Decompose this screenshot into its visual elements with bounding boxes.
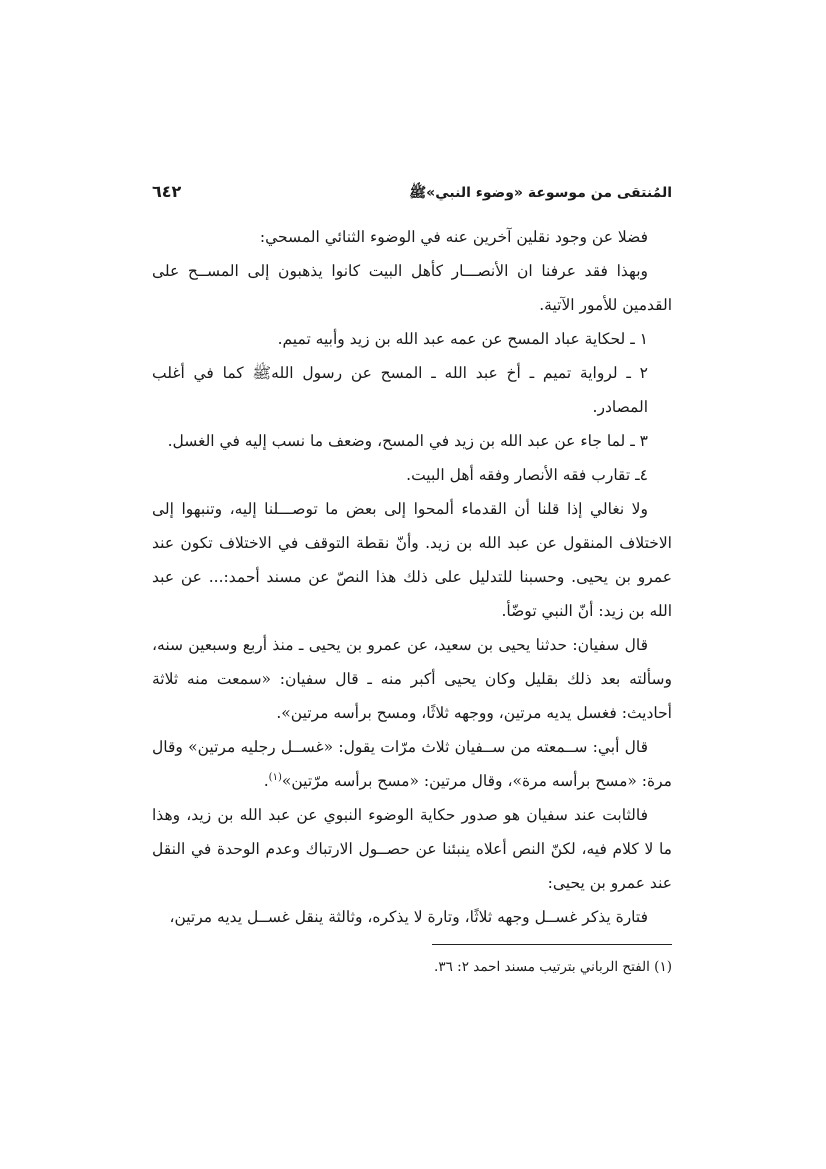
- paragraph: ولا نغالي إذا قلنا أن القدماء ألمحوا إلى بعض ما توصـــلنا إليه، وتنبهوا إلى الاختلاف المنقول عن عبد الله بن زيد. وأنّ نقطة التوقف في الاختلاف تكون عند عمرو بن يحيى. وحسبنا للتدليل على ذلك هذا النصّ عن مسند أحمد:... عن عبد الله بن زيد: أنّ النبي توضّأ.: [152, 500, 672, 620]
- paragraph: فضلا عن وجود نقلين آخرين عنه في الوضوء الثنائي المسحي:: [259, 228, 648, 246]
- footnote-reference[interactable]: (١): [268, 771, 282, 783]
- paragraph-text: قال أبي: ســمعته من ســفيان ثلاث مرّات يقول: «غســل رجليه مرتين» وقال مرة: «مسح برأسه مرة»، وقال مرتين: «مسح برأسه مرّتين»: [152, 738, 672, 790]
- main-text: [152, 220, 672, 934]
- list-item: ٣ ـ لما جاء عن عبد الله بن زيد في المسح، وضعف ما نسب إليه في الغسل.: [167, 432, 648, 450]
- footnote-divider: [432, 944, 672, 945]
- period: .: [263, 772, 269, 790]
- list-item: ١ ـ لحكاية عباد المسح عن عمه عبد الله بن زيد وأبيه تميم.: [277, 330, 648, 348]
- page-number: ٦٤٢: [152, 182, 182, 201]
- paragraph-with-footnote: [152, 730, 672, 798]
- paragraph: وبهذا فقد عرفنا ان الأنصـــار كأهل البيت كانوا يذهبون إلى المســح على القدمين للأمور الآتية.: [152, 262, 672, 314]
- running-title: المُنتقى من موسوعة «وضوء النبي»ﷺ: [409, 185, 672, 201]
- page-header: [152, 180, 672, 210]
- paragraph: قال سفيان: حدثنا يحيى بن سعيد، عن عمرو بن يحيى ـ منذ أربع وسبعين سنه، وسألته بعد ذلك بقليل وكان يحيى أكبر منه ـ قال سفيان: «سمعت منه ثلاثة أحاديث: فغسل يديه مرتين، ووجهه ثلاثًا، ومسح برأسه مرتين».: [152, 636, 672, 722]
- list-item: ٤ـ تقارب فقه الأنصار وفقه أهل البيت.: [406, 466, 648, 484]
- footnote: (١) الفتح الرباني بترتيب مسند احمد ٢: ٣٦.: [434, 959, 672, 975]
- list-item: ٢ ـ لرواية تميم ـ أخ عبد الله ـ المسح عن رسول اللهﷺ كما في أغلب المصادر.: [152, 364, 648, 416]
- paragraph: فتارة يذكر غســل وجهه ثلاثًا، وتارة لا يذكره، وثالثة ينقل غســل يديه مرتين،: [169, 908, 648, 926]
- paragraph: فالثابت عند سفيان هو صدور حكاية الوضوء النبوي عن عبد الله بن زيد، وهذا ما لا كلام فيه، لكنّ النص أعلاه ينبئنا عن حصــول الارتباك وعدم الوحدة في النقل عند عمرو بن يحيى:: [152, 806, 672, 892]
